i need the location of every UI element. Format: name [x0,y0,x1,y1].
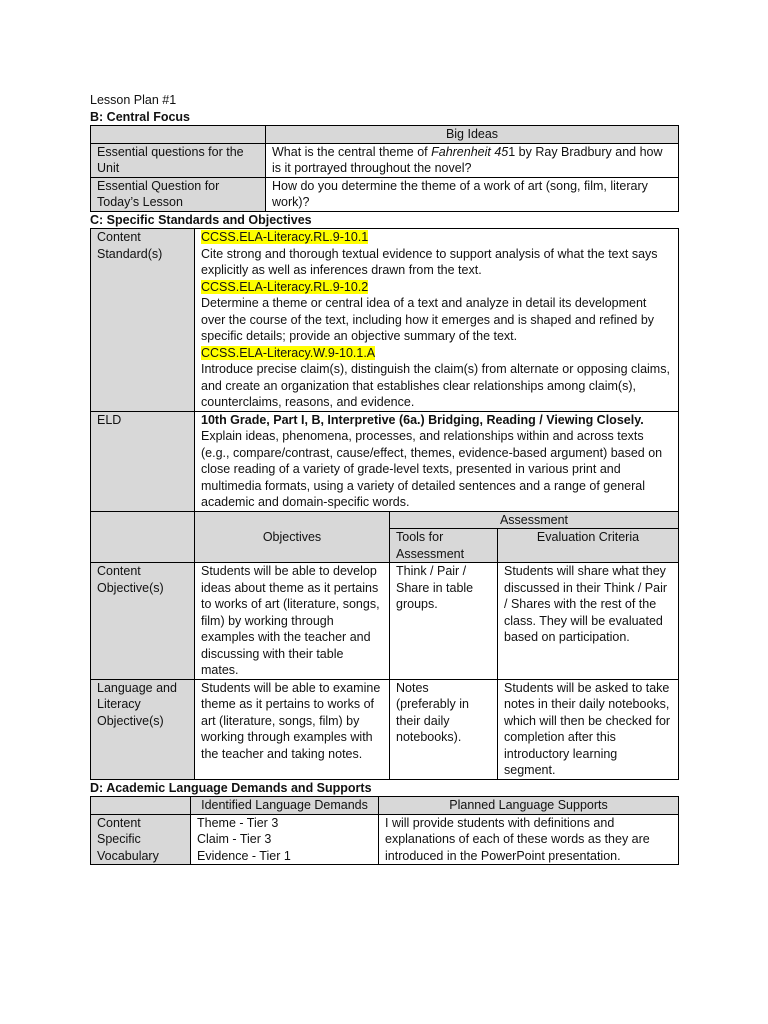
unit-question-label: Essential questions for the Unit [91,143,266,177]
vocabulary-label: Content Specific Vocabulary [91,814,191,865]
standard-code-3: CCSS.ELA-Literacy.W.9-10.1.A [201,345,376,360]
lesson-plan-page [90,92,678,865]
demand-item: Evidence - Tier 1 [197,848,291,863]
demands-corner-cell [91,797,191,815]
section-c-heading: C: Specific Standards and Objectives [90,212,312,227]
document-title: Lesson Plan #1 [90,93,177,107]
book-title: Fahrenheit 45 [431,144,509,159]
identified-demands-header: Identified Language Demands [191,797,379,815]
eld-heading: 10th Grade, Part I, B, Interpretive (6a.) Bridging, Reading / Viewing Closely. [201,412,644,427]
vocabulary-supports: I will provide students with definitions and explanations of each of these words as they are introduced in the PowerPoint presentation. [379,814,679,865]
standards-table [90,228,679,512]
standard-text-3: Introduce precise claim(s), distinguish the claim(s) from alternate or opposing claims, and create an organization that establishes clear relationships among claim(s), counterclaims, reasons, and evidence. [201,362,670,409]
section-b-heading: B: Central Focus [90,109,191,124]
big-ideas-header: Big Ideas [266,126,679,144]
content-standard-cell [195,229,679,412]
eld-label: ELD [91,411,195,511]
language-objective-label: Language and Literacy Objective(s) [91,679,195,779]
standard-text-1: Cite strong and thorough textual evidence to support analysis of what the text says explicitly as well as inferences drawn from the text. [201,246,658,277]
objectives-corner-cell [91,511,195,563]
content-objective-label: Content Objective(s) [91,563,195,680]
eld-cell [195,411,679,511]
language-objective-tools: Notes (preferably in their daily notebooks). [390,679,498,779]
eld-text: Explain ideas, phenomena, processes, and relationships within and across texts (e.g., compare/contrast, cause/effect, themes, evidence-based argument) based on close reading of a variety of grade-level texts, presented in various print and multimedia formats, using a variety of detailed sentences and a range of general academic and domain-specific words. [201,429,663,509]
unit-question-text: What is the central theme of Fahrenheit 451 by Ray Bradbury and how is it portrayed throughout the novel? [266,143,679,177]
standard-text-2: Determine a theme or central idea of a text and analyze in detail its development over the course of the text, including how it emerges and is shaped and refined by specific details; provide an objective summary of the text. [201,296,655,343]
planned-supports-header: Planned Language Supports [379,797,679,815]
content-objective-tools: Think / Pair / Share in table groups. [390,563,498,680]
standard-code-2: CCSS.ELA-Literacy.RL.9-10.2 [201,279,369,294]
lesson-question-label: Essential Question for Today’s Lesson [91,177,266,211]
criteria-header: Evaluation Criteria [498,529,679,563]
central-focus-corner-cell [91,126,266,144]
objectives-table [90,511,679,780]
objectives-header: Objectives [195,511,390,563]
language-objective-text: Students will be able to examine theme as it pertains to works of art (literature, songs, film) by working through examples with the teacher and taking notes. [195,679,390,779]
standard-code-1: CCSS.ELA-Literacy.RL.9-10.1 [201,230,369,244]
section-d-heading: D: Academic Language Demands and Supports [90,780,372,795]
lesson-question-text: How do you determine the theme of a work of art (song, film, literary work)? [266,177,679,211]
tools-header: Tools for Assessment [390,529,498,563]
content-objective-text: Students will be able to develop ideas about theme as it pertains to works of art (literature, songs, film) by working through examples with the teacher and discussing with their table mates. [195,563,390,680]
language-demands-table [90,796,679,865]
vocabulary-demands [191,814,379,865]
content-standard-label: Content Standard(s) [91,229,195,412]
demand-item: Claim - Tier 3 [197,832,272,846]
central-focus-table [90,125,679,212]
demand-item: Theme - Tier 3 [197,815,279,830]
language-objective-criteria: Students will be asked to take notes in their daily notebooks, which will then be checked for completion after this introductory learning segment. [498,679,679,779]
assessment-header: Assessment [390,511,679,529]
content-objective-criteria: Students will share what they discussed in their Think / Pair / Shares with the rest of the class. They will be evaluated based on participation. [498,563,679,680]
